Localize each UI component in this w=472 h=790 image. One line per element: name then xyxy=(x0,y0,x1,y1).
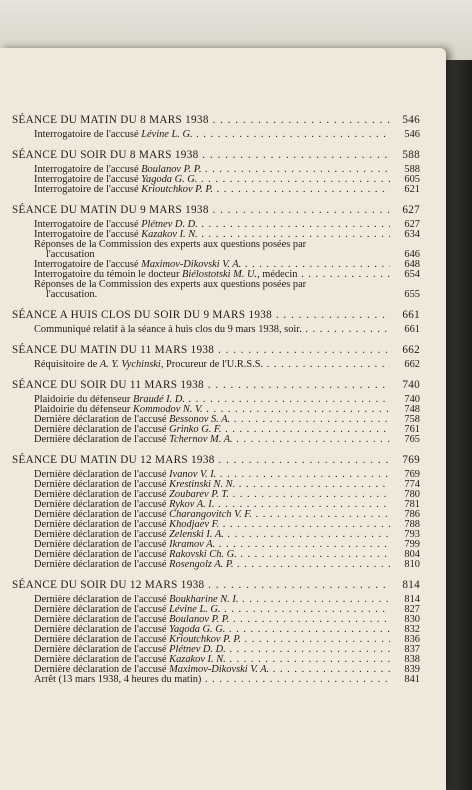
entry-person-name: Yagoda G. G. xyxy=(169,625,226,635)
toc-entry xyxy=(12,185,420,195)
entry-page-number: 588 xyxy=(404,164,420,175)
toc-section xyxy=(12,453,420,570)
entry-text xyxy=(34,280,390,290)
section-title: SÉANCE DU MATIN DU 9 MARS 1938 . . . xyxy=(12,203,390,217)
entry-person-name: Plétnev D. D. xyxy=(169,645,226,655)
toc-entry xyxy=(12,560,420,570)
entry-page-number: 655 xyxy=(404,289,420,300)
toc-entry xyxy=(12,605,420,615)
toc-entry xyxy=(12,530,420,540)
entry-page-number: 781 xyxy=(404,499,420,510)
entry-person-name: Boulanov P. P. xyxy=(141,165,202,175)
entry-person-name: Maximov-Dikovski V. A. xyxy=(141,260,242,270)
toc-entry xyxy=(12,595,420,605)
entry-text xyxy=(34,260,390,270)
toc-entry xyxy=(12,165,420,175)
entry-person-name: Plétnev D. D. xyxy=(141,220,198,230)
entry-suffix: , médecin xyxy=(257,270,298,280)
entry-text xyxy=(34,360,390,370)
entry-prefix: l'accusation xyxy=(46,250,95,260)
entry-page-number: 793 xyxy=(404,529,420,540)
entry-prefix: Arrêt (13 mars 1938, 4 heures du matin) xyxy=(34,675,202,685)
entry-person-name: Yagoda G. G. xyxy=(141,175,198,185)
toc-entry xyxy=(12,540,420,550)
entry-prefix: Plaidoirie du défenseur xyxy=(34,405,131,415)
toc-entry xyxy=(12,270,420,280)
toc-entry xyxy=(12,405,420,415)
entry-prefix: Dernière déclaration de l'accusé xyxy=(34,655,167,665)
section-heading xyxy=(12,343,420,357)
section-title: SÉANCE DU SOIR DU 11 MARS 1938 . . . xyxy=(12,378,390,392)
entry-page-number: 648 xyxy=(404,259,420,270)
toc-entry xyxy=(12,675,420,685)
section-title: SÉANCE A HUIS CLOS DU SOIR DU 9 MARS 1938 . . . xyxy=(12,308,390,322)
entry-prefix: Dernière déclaration de l'accusé xyxy=(34,605,167,615)
entry-text xyxy=(34,230,390,240)
entry-page-number: 761 xyxy=(404,424,420,435)
entry-text xyxy=(34,510,390,520)
entry-text xyxy=(34,220,390,230)
toc-entry xyxy=(12,425,420,435)
entry-person-name: Bessonov S. A. xyxy=(169,415,231,425)
entry-prefix: Dernière déclaration de l'accusé xyxy=(34,480,167,490)
toc-entry xyxy=(12,290,420,300)
entry-page-number: 827 xyxy=(404,604,420,615)
table-of-contents xyxy=(12,113,420,693)
entry-prefix: Interrogatoire de l'accusé xyxy=(34,185,139,195)
toc-entry xyxy=(12,435,420,445)
entry-text xyxy=(34,625,390,635)
section-heading xyxy=(12,148,420,162)
toc-section xyxy=(12,378,420,445)
entry-prefix: Dernière déclaration de l'accusé xyxy=(34,540,167,550)
entry-suffix: , Procureur de l'U.R.S.S. xyxy=(160,360,264,370)
entry-person-name: Kazakov I. N. xyxy=(141,230,198,240)
toc-entry xyxy=(12,510,420,520)
entry-text xyxy=(34,490,390,500)
entry-text xyxy=(34,615,390,625)
toc-entry xyxy=(12,250,420,260)
entry-page-number: 838 xyxy=(404,654,420,665)
toc-entry xyxy=(12,550,420,560)
entry-person-name: Kazakov I. N. xyxy=(169,655,226,665)
section-title: SÉANCE DU SOIR DU 12 MARS 1938 . . . xyxy=(12,578,390,592)
toc-entry xyxy=(12,615,420,625)
section-title: SÉANCE DU SOIR DU 8 MARS 1938 . . . xyxy=(12,148,390,162)
section-heading xyxy=(12,453,420,467)
entry-person-name: Grinko G. F. xyxy=(169,425,222,435)
entry-person-name: Kommodov N. V. xyxy=(132,405,203,415)
toc-section xyxy=(12,148,420,195)
book-spine-shadow xyxy=(446,60,472,790)
entry-person-name: Boukharine N. I. xyxy=(169,595,239,605)
toc-entry xyxy=(12,500,420,510)
entry-text xyxy=(34,635,390,645)
section-page-number: 661 xyxy=(402,309,420,321)
entry-text xyxy=(34,655,390,665)
entry-prefix: Dernière déclaration de l'accusé xyxy=(34,635,167,645)
toc-section xyxy=(12,308,420,335)
entry-person-name: Krestinski N. N. xyxy=(169,480,236,490)
section-title: SÉANCE DU MATIN DU 12 MARS 1938 . . . xyxy=(12,453,390,467)
entry-page-number: 836 xyxy=(404,634,420,645)
entry-page-number: 769 xyxy=(404,469,420,480)
toc-entry xyxy=(12,240,420,250)
entry-text xyxy=(34,325,390,335)
entry-person-name: Ivanov V. I. xyxy=(169,470,217,480)
entry-person-name: Rosengolz A. P. xyxy=(169,560,234,570)
entry-page-number: 627 xyxy=(404,219,420,230)
entry-person-name: Charangovitch V. F. xyxy=(169,510,252,520)
entry-page-number: 780 xyxy=(404,489,420,500)
entry-prefix: Interrogatoire de l'accusé xyxy=(34,230,139,240)
toc-entry xyxy=(12,520,420,530)
section-heading xyxy=(12,203,420,217)
entry-text xyxy=(34,395,390,405)
entry-text xyxy=(34,665,390,675)
entry-prefix: Réponses de la Commission des experts aux questions posées par xyxy=(34,280,307,290)
entry-prefix: Dernière déclaration de l'accusé xyxy=(34,665,167,675)
entry-text xyxy=(34,470,390,480)
entry-text xyxy=(34,415,390,425)
entry-person-name: Zoubarev P. T. xyxy=(169,490,230,500)
toc-entry xyxy=(12,325,420,335)
entry-prefix: Plaidoirie du défenseur xyxy=(34,395,131,405)
toc-entry xyxy=(12,625,420,635)
entry-text xyxy=(34,435,390,445)
entry-page-number: 546 xyxy=(404,129,420,140)
entry-text xyxy=(34,480,390,490)
section-page-number: 814 xyxy=(402,579,420,591)
section-page-number: 662 xyxy=(402,344,420,356)
entry-page-number: 605 xyxy=(404,174,420,185)
toc-section xyxy=(12,343,420,370)
toc-entry xyxy=(12,480,420,490)
toc-entry xyxy=(12,635,420,645)
toc-entry xyxy=(12,360,420,370)
entry-person-name: A. Y. Vychinski xyxy=(99,360,161,370)
toc-entry xyxy=(12,130,420,140)
entry-person-name: Braudé I. D. xyxy=(132,395,185,405)
entry-person-name: Krioutchkov P. P. xyxy=(169,635,241,645)
section-title: SÉANCE DU MATIN DU 11 MARS 1938 . . . xyxy=(12,343,390,357)
entry-page-number: 662 xyxy=(404,359,420,370)
entry-page-number: 748 xyxy=(404,404,420,415)
entry-prefix: Interrogatoire de l'accusé xyxy=(34,130,139,140)
entry-page-number: 832 xyxy=(404,624,420,635)
entry-text xyxy=(34,595,390,605)
entry-person-name: Maximov-Dikovski V. A. xyxy=(169,665,270,675)
toc-entry xyxy=(12,490,420,500)
toc-entry xyxy=(12,645,420,655)
entry-prefix: Dernière déclaration de l'accusé xyxy=(34,530,167,540)
toc-entry xyxy=(12,415,420,425)
entry-prefix: Interrogatoire du témoin le docteur xyxy=(34,270,180,280)
entry-prefix: Dernière déclaration de l'accusé xyxy=(34,470,167,480)
entry-page-number: 788 xyxy=(404,519,420,530)
entry-text xyxy=(46,250,390,260)
entry-page-number: 654 xyxy=(404,269,420,280)
entry-text xyxy=(34,520,390,530)
section-heading xyxy=(12,113,420,127)
entry-text xyxy=(34,540,390,550)
entry-text xyxy=(34,185,390,195)
entry-text xyxy=(34,645,390,655)
entry-page-number: 621 xyxy=(404,184,420,195)
toc-entry xyxy=(12,220,420,230)
entry-prefix: Interrogatoire de l'accusé xyxy=(34,165,139,175)
entry-person-name: Ikramov A. xyxy=(169,540,216,550)
entry-text xyxy=(46,290,390,300)
entry-prefix: Dernière déclaration de l'accusé xyxy=(34,615,167,625)
entry-prefix: Dernière déclaration de l'accusé xyxy=(34,425,167,435)
toc-section xyxy=(12,578,420,685)
toc-section xyxy=(12,113,420,140)
section-page-number: 769 xyxy=(402,454,420,466)
toc-entry xyxy=(12,260,420,270)
entry-page-number: 810 xyxy=(404,559,420,570)
entry-person-name: Lévine L. G. xyxy=(141,130,193,140)
entry-text xyxy=(34,165,390,175)
entry-page-number: 758 xyxy=(404,414,420,425)
toc-section xyxy=(12,203,420,300)
section-page-number: 627 xyxy=(402,204,420,216)
entry-person-name: Lévine L. G. xyxy=(169,605,221,615)
entry-text xyxy=(34,175,390,185)
entry-person-name: Rakovski Ch. G. xyxy=(169,550,237,560)
entry-prefix: Dernière déclaration de l'accusé xyxy=(34,645,167,655)
entry-prefix: Interrogatoire de l'accusé xyxy=(34,220,139,230)
section-page-number: 588 xyxy=(402,149,420,161)
entry-person-name: Boulanov P. P. xyxy=(169,615,230,625)
entry-page-number: 765 xyxy=(404,434,420,445)
entry-prefix: Dernière déclaration de l'accusé xyxy=(34,520,167,530)
entry-page-number: 804 xyxy=(404,549,420,560)
toc-entry xyxy=(12,230,420,240)
entry-page-number: 799 xyxy=(404,539,420,550)
entry-prefix: Communiqué relatif à la séance à huis clos du 9 mars 1938, soir. xyxy=(34,325,302,335)
entry-page-number: 661 xyxy=(404,324,420,335)
entry-prefix: Interrogatoire de l'accusé xyxy=(34,260,139,270)
entry-page-number: 740 xyxy=(404,394,420,405)
section-heading xyxy=(12,308,420,322)
entry-prefix: Réquisitoire de xyxy=(34,360,98,370)
entry-page-number: 646 xyxy=(404,249,420,260)
entry-text xyxy=(34,425,390,435)
entry-prefix: Réponses de la Commission des experts aux questions posées par xyxy=(34,240,307,250)
entry-page-number: 814 xyxy=(404,594,420,605)
entry-prefix: l'accusation. xyxy=(46,290,98,300)
entry-prefix: Dernière déclaration de l'accusé xyxy=(34,510,167,520)
entry-page-number: 830 xyxy=(404,614,420,625)
toc-entry xyxy=(12,470,420,480)
toc-entry xyxy=(12,395,420,405)
entry-text xyxy=(34,605,390,615)
toc-entry xyxy=(12,175,420,185)
entry-text xyxy=(34,560,390,570)
toc-entry xyxy=(12,280,420,290)
entry-page-number: 634 xyxy=(404,229,420,240)
section-heading xyxy=(12,378,420,392)
entry-prefix: Dernière déclaration de l'accusé xyxy=(34,435,167,445)
section-page-number: 546 xyxy=(402,114,420,126)
entry-prefix: Dernière déclaration de l'accusé xyxy=(34,550,167,560)
entry-page-number: 841 xyxy=(404,674,420,685)
entry-person-name: Krioutchkov P. P. xyxy=(141,185,213,195)
entry-text xyxy=(34,530,390,540)
entry-text xyxy=(34,405,390,415)
toc-entry xyxy=(12,655,420,665)
entry-prefix: Dernière déclaration de l'accusé xyxy=(34,560,167,570)
entry-person-name: Rykov A. I. xyxy=(169,500,215,510)
entry-page-number: 786 xyxy=(404,509,420,520)
section-title: SÉANCE DU MATIN DU 8 MARS 1938 . . . xyxy=(12,113,390,127)
entry-person-name: Khodjaev F. xyxy=(169,520,220,530)
entry-person-name: Biélostotski M. U. xyxy=(182,270,258,280)
entry-prefix: Dernière déclaration de l'accusé xyxy=(34,500,167,510)
entry-text xyxy=(34,240,390,250)
entry-text xyxy=(34,500,390,510)
entry-prefix: Interrogatoire de l'accusé xyxy=(34,175,139,185)
entry-person-name: Tchernov M. A. xyxy=(169,435,233,445)
entry-prefix: Dernière déclaration de l'accusé xyxy=(34,415,167,425)
entry-prefix: Dernière déclaration de l'accusé xyxy=(34,595,167,605)
entry-text xyxy=(34,130,390,140)
entry-page-number: 774 xyxy=(404,479,420,490)
entry-prefix: Dernière déclaration de l'accusé xyxy=(34,625,167,635)
entry-person-name: Zelenski I. A. xyxy=(169,530,224,540)
entry-page-number: 839 xyxy=(404,664,420,675)
entry-text xyxy=(34,270,390,280)
entry-page-number: 837 xyxy=(404,644,420,655)
section-page-number: 740 xyxy=(402,379,420,391)
toc-entry xyxy=(12,665,420,675)
entry-prefix: Dernière déclaration de l'accusé xyxy=(34,490,167,500)
entry-text xyxy=(34,550,390,560)
entry-text xyxy=(34,675,390,685)
section-heading xyxy=(12,578,420,592)
